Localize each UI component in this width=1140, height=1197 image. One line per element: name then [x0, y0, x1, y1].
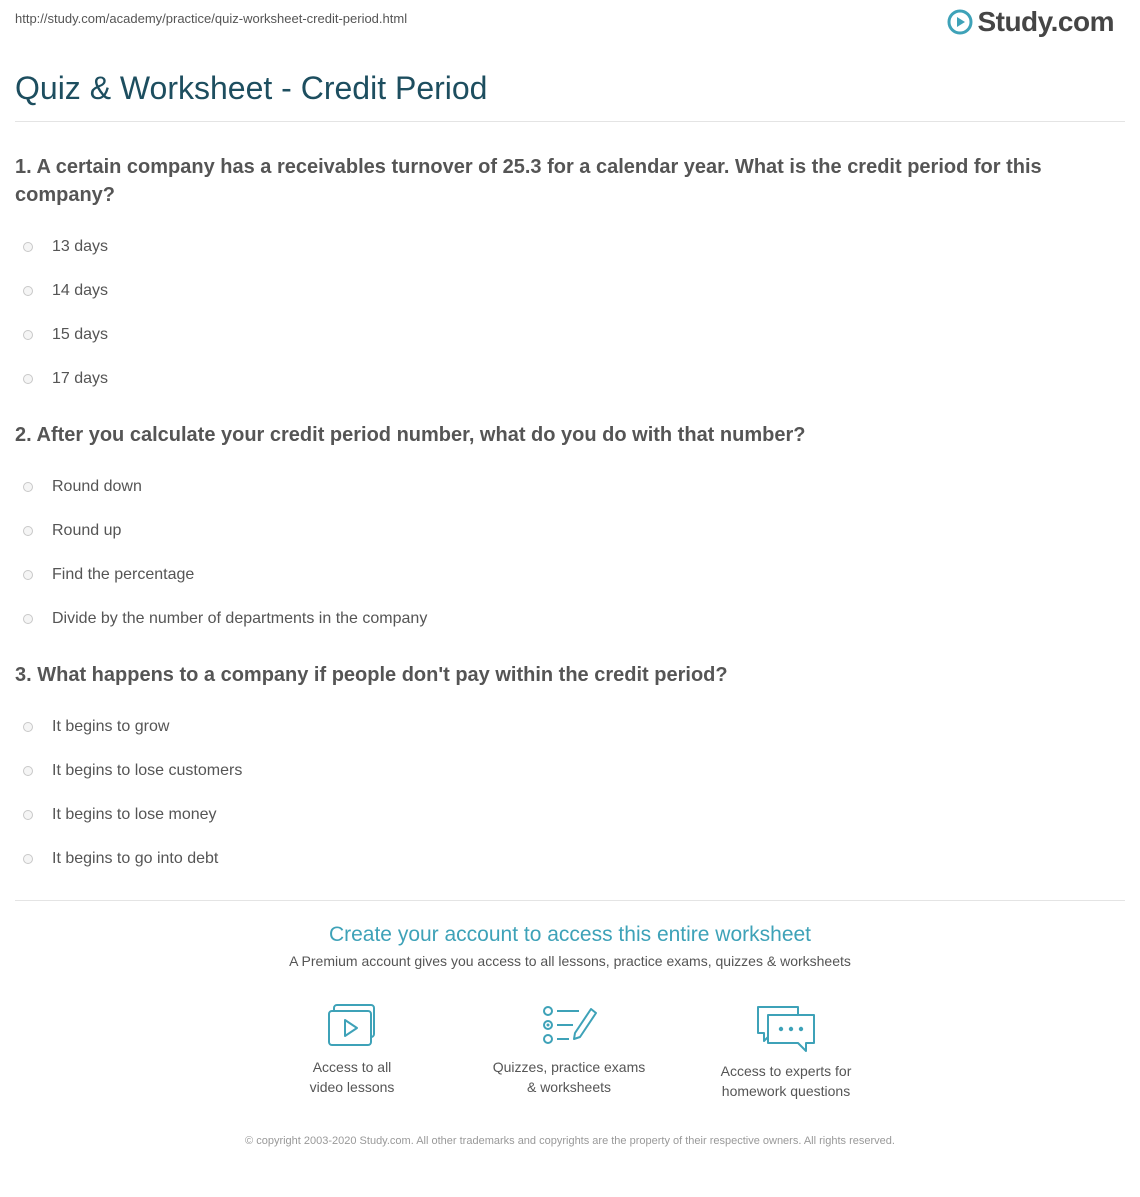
answer-option[interactable]	[15, 313, 1105, 357]
answer-list	[15, 465, 1105, 641]
question-text: 2. After you calculate your credit period number, what do you do with that number?	[15, 424, 806, 446]
radio-icon[interactable]	[23, 722, 33, 732]
answer-label: Divide by the number of departments in the company	[52, 610, 428, 627]
feature-experts	[686, 1003, 886, 1101]
answer-option[interactable]	[15, 357, 1105, 401]
feature-label-line: Access to all	[312, 1059, 392, 1075]
radio-icon[interactable]	[23, 330, 33, 340]
logo-text: Study.com	[977, 6, 1114, 37]
answer-option[interactable]	[15, 269, 1105, 313]
feature-list	[0, 1003, 1140, 1113]
page-title: Quiz & Worksheet - Credit Period	[15, 70, 488, 106]
feature-label	[469, 1057, 669, 1097]
radio-icon[interactable]	[23, 570, 33, 580]
cta-subtitle: A Premium account gives you access to all lessons, practice exams, quizzes & worksheets	[289, 953, 851, 969]
copyright-text: © copyright 2003-2020 Study.com. All other trademarks and copyrights are the property of their respective owners. All rights reserved.	[245, 1135, 895, 1147]
answer-label: 14 days	[52, 282, 109, 299]
answer-label: 13 days	[52, 238, 109, 255]
quiz-checklist-icon	[539, 1003, 599, 1049]
cta-section	[0, 923, 1140, 969]
question-text: 3. What happens to a company if people don't pay within the credit period?	[15, 664, 728, 686]
answer-option[interactable]	[15, 597, 1105, 641]
feature-label-line: homework questions	[721, 1083, 851, 1099]
feature-label-line: Access to experts for	[720, 1063, 852, 1079]
answer-label: Round down	[52, 478, 142, 495]
play-logo-icon	[947, 9, 973, 35]
feature-label	[686, 1061, 886, 1101]
question-1	[15, 153, 1105, 401]
answer-option[interactable]	[15, 749, 1105, 793]
cta-title[interactable]: Create your account to access this entire worksheet	[328, 923, 812, 946]
video-lessons-icon	[325, 1003, 379, 1049]
answer-label: It begins to grow	[52, 718, 170, 735]
answer-option[interactable]	[15, 553, 1105, 597]
answer-option[interactable]	[15, 705, 1105, 749]
answer-label: Round up	[52, 522, 122, 539]
radio-icon[interactable]	[23, 854, 33, 864]
answer-option[interactable]	[15, 793, 1105, 837]
feature-label-line: video lessons	[309, 1079, 395, 1095]
question-3	[15, 661, 1105, 881]
question-text: 1. A certain company has a receivables turnover of 25.3 for a calendar year. What is the credit period for this company?	[15, 156, 1042, 206]
radio-icon[interactable]	[23, 614, 33, 624]
feature-quizzes	[469, 1003, 669, 1097]
radio-icon[interactable]	[23, 766, 33, 776]
radio-icon[interactable]	[23, 374, 33, 384]
answer-list	[15, 225, 1105, 401]
answer-option[interactable]	[15, 509, 1105, 553]
feature-label-line: & worksheets	[526, 1079, 612, 1095]
feature-label	[252, 1057, 452, 1097]
chat-bubbles-icon	[754, 1003, 818, 1053]
answer-option[interactable]	[15, 837, 1105, 881]
answer-option[interactable]	[15, 225, 1105, 269]
answer-label: Find the percentage	[52, 566, 195, 583]
copyright-footer	[0, 1133, 1140, 1150]
feature-video-lessons	[252, 1003, 452, 1097]
answer-label: 17 days	[52, 370, 109, 387]
radio-icon[interactable]	[23, 526, 33, 536]
answer-label: It begins to lose customers	[52, 762, 243, 779]
radio-icon[interactable]	[23, 482, 33, 492]
question-2	[15, 421, 1105, 641]
title-divider	[15, 121, 1125, 122]
answer-label: It begins to go into debt	[52, 850, 219, 867]
study-logo[interactable]	[947, 6, 1114, 38]
radio-icon[interactable]	[23, 810, 33, 820]
page-url: http://study.com/academy/practice/quiz-worksheet-credit-period.html	[15, 11, 408, 26]
feature-label-line: Quizzes, practice exams	[492, 1059, 646, 1075]
answer-list	[15, 705, 1105, 881]
radio-icon[interactable]	[23, 242, 33, 252]
cta-divider	[15, 900, 1125, 901]
answer-option[interactable]	[15, 465, 1105, 509]
answer-label: It begins to lose money	[52, 806, 217, 823]
radio-icon[interactable]	[23, 286, 33, 296]
answer-label: 15 days	[52, 326, 109, 343]
